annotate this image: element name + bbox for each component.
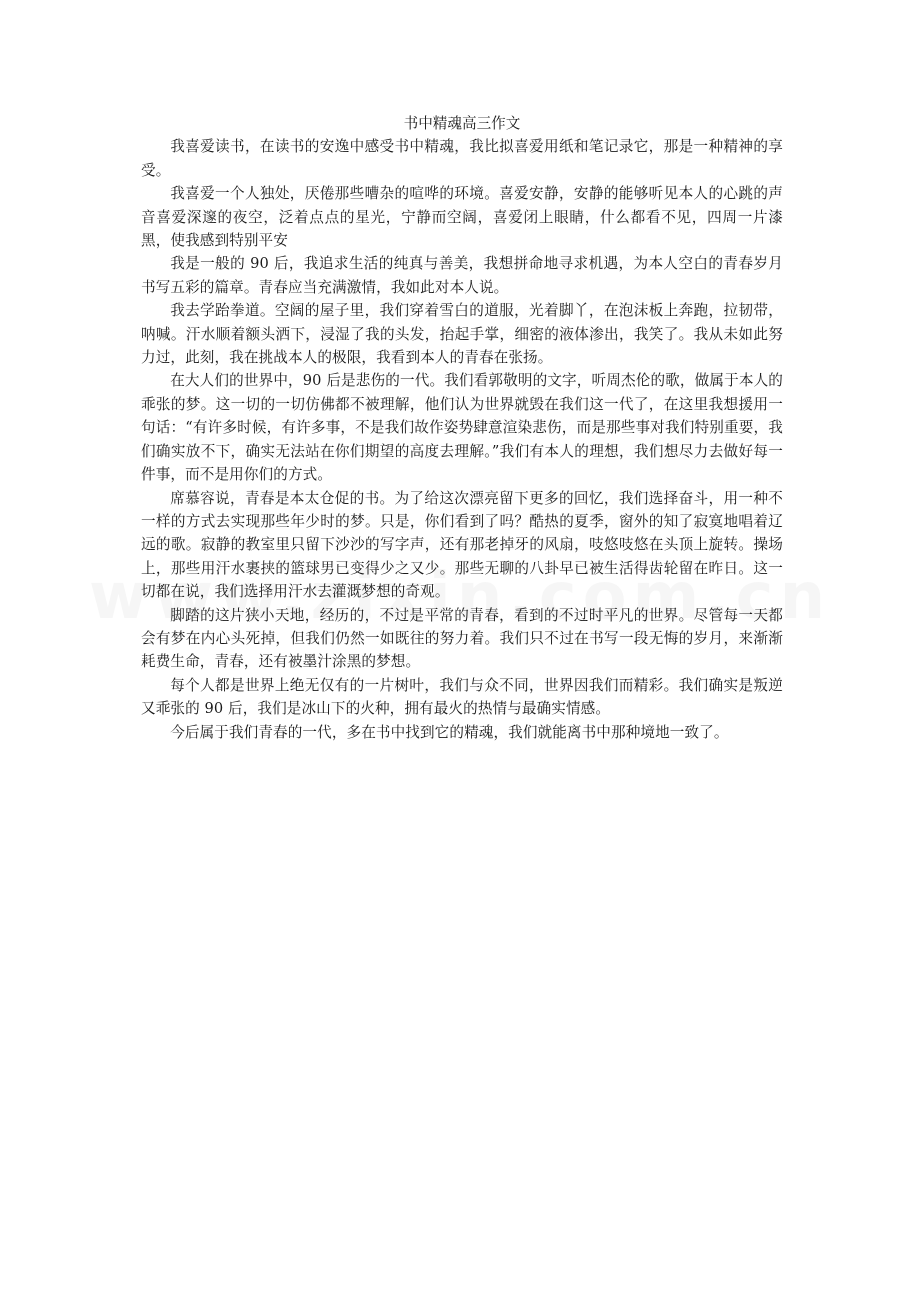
- document-body: [141, 112, 783, 744]
- paragraph-3: 我是一般的 90 后，我追求生活的纯真与善美，我想拼命地寻求机遇，为本人空白的青春岁月书写五彩的篇章。青春应当充满激情，我如此对本人说。: [141, 255, 783, 296]
- paragraph-1: 我喜爱读书，在读书的安逸中感受书中精魂，我比拟喜爱用纸和笔记录它，那是一种精神的享受。: [141, 138, 783, 179]
- paragraph-6: 席慕容说，青春是本太仓促的书。为了给这次漂亮留下更多的回忆，我们选择奋斗，用一种不一样的方式去实现那些年少时的梦。只是，你们看到了吗？酷热的夏季，窗外的知了寂寞地唱着辽远的歌。寂静的教室里只留下沙沙的写字声，还有那老掉牙的风扇，吱悠吱悠在头顶上旋转。操场上，那些用汗水裹挟的篮球男已变得少之又少。那些无聊的八卦早已被生活得齿轮留在昨日。这一切都在说，我们选择用汗水去灌溉梦想的奇观。: [141, 489, 783, 601]
- paragraph-8: 每个人都是世界上绝无仅有的一片树叶，我们与众不同，世界因我们而精彩。我们确实是叛逆又乖张的 90 后，我们是冰山下的火种，拥有最火的热情与最确实情感。: [141, 676, 783, 718]
- document-title: 书中精魂高三作文: [403, 115, 521, 132]
- paragraph-9: 今后属于我们青春的一代，多在书中找到它的精魂，我们就能离书中那种境地一致了。: [170, 723, 729, 741]
- paragraph-2: 我喜爱一个人独处，厌倦那些嘈杂的喧哗的环境。喜爱安静，安静的能够听见本人的心跳的声音喜爱深邃的夜空，泛着点点的星光，宁静而空阔，喜爱闭上眼睛，什么都看不见，四周一片漆黑，使我感到特别平安: [141, 185, 783, 250]
- paragraph-5: 在大人们的世界中，90 后是悲伤的一代。我们看郭敬明的文字，听周杰伦的歌，做属于本人的乖张的梦。这一切的一切仿佛都不被理解，他们认为世界就毁在我们这一代了，在这里我想援用一句话：“有许多时候，有许多事，不是我们故作姿势肆意渲染悲伤，而是那些事对我们特别重要，我们确实放不下，确实无法站在你们期望的高度去理解。”我们有本人的理想，我们想尽力去做好每一件事，而不是用你们的方式。: [141, 372, 783, 484]
- paragraph-4: 我去学跆拳道。空阔的屋子里，我们穿着雪白的道服，光着脚丫，在泡沫板上奔跑，拉韧带，呐喊。汗水顺着额头洒下，浸湿了我的头发，抬起手掌，细密的液体渗出，我笑了。我从未如此努力过，此刻，我在挑战本人的极限，我看到本人的青春在张扬。: [141, 302, 783, 367]
- paragraph-7: 脚踏的这片狭小天地，经历的，不过是平常的青春，看到的不过时平凡的世界。尽管每一天都会有梦在内心头死掉，但我们仍然一如既往的努力着。我们只不过在书写一段无悔的岁月，来渐渐耗费生命，青春，还有被墨汁涂黑的梦想。: [141, 606, 783, 671]
